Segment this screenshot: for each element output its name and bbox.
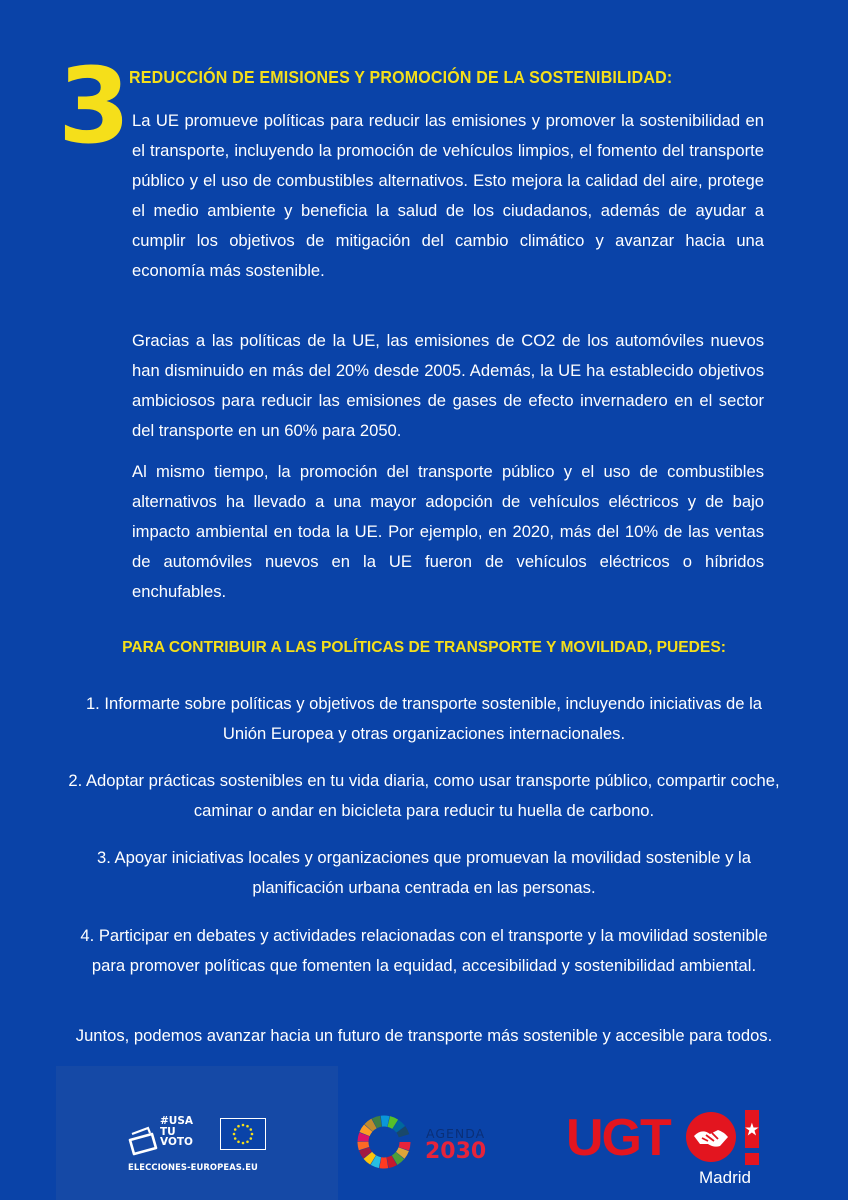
usa-tu-voto-logo — [128, 1116, 278, 1174]
agenda-word: AGENDA — [426, 1126, 486, 1141]
ugt-madrid-logo — [566, 1110, 776, 1190]
usa-line1: #USA — [160, 1115, 194, 1127]
agenda-year: 2030 — [425, 1139, 487, 1164]
section-number: 3 — [58, 45, 131, 167]
paragraph: Al mismo tiempo, la promoción del transporte público y el uso de combustibles alternativos ha llevado a una mayor adopción de vehículos eléctricos y de bajo impacto ambiental en toda la UE. Por ejemplo, en 2020, más del 10% de las ventas de automóviles nuevos en la UE fueron de vehículos eléctricos o híbridos enchufables. — [132, 462, 764, 601]
eu-flag-icon — [220, 1118, 266, 1150]
list-item: 3. Apoyar iniciativas locales y organizaciones que promuevan la movilidad sostenible y la planificación urbana centrada en las personas. — [97, 848, 751, 897]
ugt-wordmark: UGT — [566, 1109, 670, 1167]
exclamation-icon — [742, 1110, 764, 1166]
paragraph: Gracias a las políticas de la UE, las emisiones de CO2 de los automóviles nuevos han disminuido en más del 20% desde 2005. Además, la UE ha establecido objetivos ambiciosos para reducir las emisiones de gases de efecto invernadero en el sector del transporte en un 60% para 2050. — [132, 331, 764, 440]
agenda-2030-logo — [354, 1112, 504, 1172]
contribute-title: PARA CONTRIBUIR A LAS POLÍTICAS DE TRANSPORTE Y MOVILIDAD, PUEDES: — [122, 639, 726, 656]
ballot-box-icon — [128, 1122, 162, 1158]
elections-domain: ELECCIONES-EUROPEAS.EU — [128, 1162, 258, 1172]
sdg-wheel-icon — [354, 1112, 414, 1172]
handshake-icon — [684, 1110, 738, 1164]
usa-tu-voto-text — [160, 1116, 193, 1148]
list-item: 1. Informarte sobre políticas y objetivos de transporte sostenible, incluyendo iniciativas de la Unión Europea y otras organizaciones internacionales. — [85, 694, 763, 743]
usa-line2: TU — [160, 1125, 176, 1138]
ugt-city: Madrid — [699, 1168, 751, 1187]
list-item: 2. Adoptar prácticas sostenibles en tu vida diaria, como usar transporte público, compartir coche, caminar o andar en bicicleta para reducir tu huella de carbono. — [68, 771, 780, 820]
usa-line3: VOTO — [160, 1136, 193, 1148]
list-item: 4. Participar en debates y actividades relacionadas con el transporte y la movilidad sostenible para promover políticas que fomenten la equidad, accesibilidad y sostenibilidad ambiental. — [80, 926, 768, 975]
closing-text: Juntos, podemos avanzar hacia un futuro de transporte más sostenible y accesible para todos. — [75, 1026, 773, 1045]
section-title: REDUCCIÓN DE EMISIONES Y PROMOCIÓN DE LA SOSTENIBILIDAD: — [129, 67, 673, 87]
paragraph: La UE promueve políticas para reducir las emisiones y promover la sostenibilidad en el transporte, incluyendo la promoción de vehículos limpios, el fomento del transporte público y el uso de combustibles alternativos. Esto mejora la calidad del aire, protege el medio ambiente y beneficia la salud de los ciudadanos, además de ayudar a cumplir los objetivos de mitigación del cambio climático y avanzar hacia una economía más sostenible. — [132, 111, 764, 280]
